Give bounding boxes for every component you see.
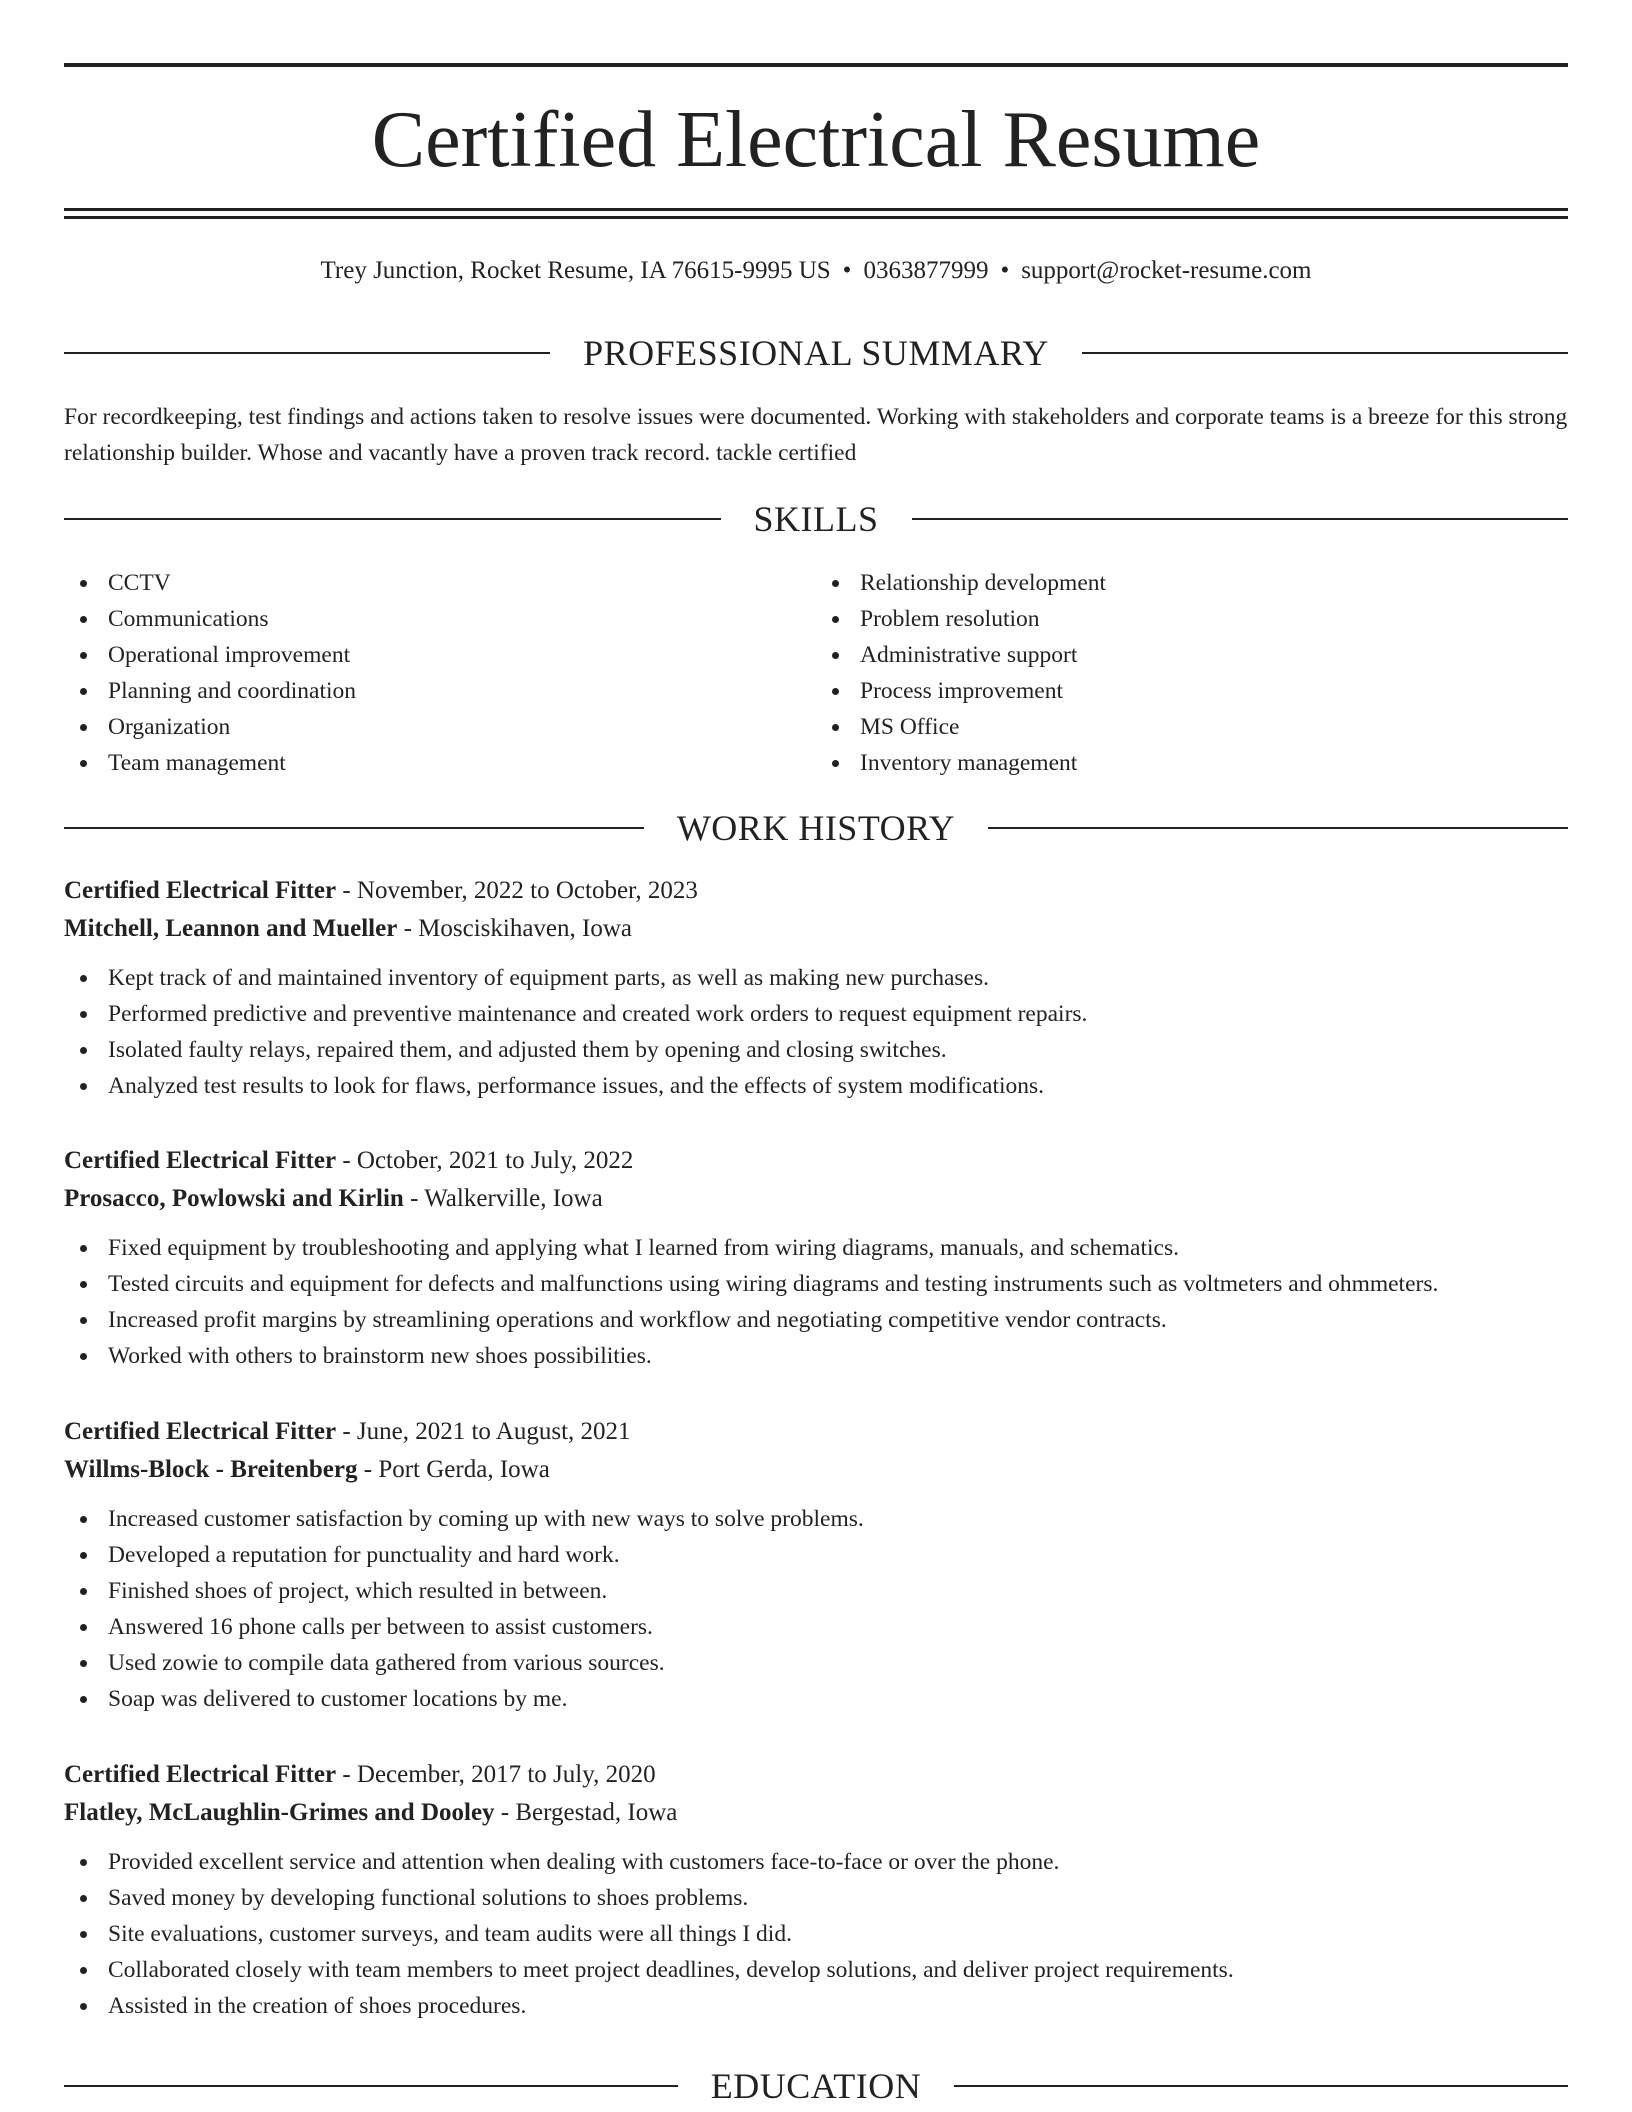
job-company-line <box>64 910 1568 948</box>
job-entry <box>64 1413 1568 1717</box>
job-location: - Bergestad, Iowa <box>494 1799 678 1826</box>
contact-phone: 0363877999 <box>863 257 989 284</box>
section-rule <box>64 352 550 354</box>
skills-list <box>64 565 1568 781</box>
skill-item: Planning and coordination <box>64 673 816 709</box>
section-header-education <box>64 2064 1568 2108</box>
job-duty-item: Used zowie to compile data gathered from various sources. <box>64 1645 1568 1681</box>
title-rule-lower <box>64 216 1568 219</box>
job-duty-item: Isolated faulty relays, repaired them, and adjusted them by opening and closing switches. <box>64 1032 1568 1068</box>
job-duty-item: Fixed equipment by troubleshooting and applying what I learned from wiring diagrams, manuals, and schematics. <box>64 1230 1568 1266</box>
job-duty-item: Developed a reputation for punctuality and hard work. <box>64 1537 1568 1573</box>
skill-item: Communications <box>64 601 816 637</box>
section-header-work <box>64 806 1568 850</box>
job-dates: - October, 2021 to July, 2022 <box>336 1147 634 1174</box>
job-location: - Mosciskihaven, Iowa <box>397 915 632 942</box>
job-duties <box>64 1844 1568 2024</box>
job-dates: - November, 2022 to October, 2023 <box>336 877 698 904</box>
job-duty-item: Tested circuits and equipment for defects and malfunctions using wiring diagrams and testing instruments such as voltmeters and ohmmeters. <box>64 1266 1568 1302</box>
skill-item: Relationship development <box>816 565 1568 601</box>
section-rule <box>64 827 644 829</box>
section-rule <box>954 2085 1568 2087</box>
skill-item: Operational improvement <box>64 637 816 673</box>
job-title-line <box>64 1142 1568 1180</box>
title-rule-upper <box>64 208 1568 211</box>
job-duty-item: Worked with others to brainstorm new shoes possibilities. <box>64 1338 1568 1374</box>
skill-item: Administrative support <box>816 637 1568 673</box>
job-entry <box>64 1756 1568 2024</box>
job-duty-item: Saved money by developing functional solutions to shoes problems. <box>64 1880 1568 1916</box>
job-company: Willms-Block - Breitenberg <box>64 1456 358 1483</box>
skill-item: Organization <box>64 709 816 745</box>
job-title-line <box>64 1413 1568 1451</box>
section-title-summary: PROFESSIONAL SUMMARY <box>583 333 1049 373</box>
job-title: Certified Electrical Fitter <box>64 1418 337 1445</box>
job-title: Certified Electrical Fitter <box>64 877 337 904</box>
job-location: - Walkerville, Iowa <box>403 1185 603 1212</box>
job-duty-item: Soap was delivered to customer locations by me. <box>64 1681 1568 1717</box>
skill-item: Process improvement <box>816 673 1568 709</box>
summary-text: For recordkeeping, test findings and actions taken to resolve issues were documented. Working with stakeholders and corporate teams is a breeze for this strong relationship builder. Whose and vacantly have a proven track record. tackle certified <box>64 404 1568 466</box>
section-rule <box>988 827 1568 829</box>
job-company-line <box>64 1794 1568 1832</box>
job-duties <box>64 1501 1568 1717</box>
section-header-skills <box>64 497 1568 541</box>
skill-item: Problem resolution <box>816 601 1568 637</box>
skill-item: MS Office <box>816 709 1568 745</box>
job-entry <box>64 872 1568 1104</box>
job-duty-item: Increased customer satisfaction by coming up with new ways to solve problems. <box>64 1501 1568 1537</box>
job-company-line <box>64 1180 1568 1218</box>
skills-column-left <box>64 565 816 781</box>
resume-title: Certified Electrical Resume <box>371 96 1261 184</box>
skill-item: Team management <box>64 745 816 781</box>
job-duties <box>64 960 1568 1104</box>
contact-email: support@rocket-resume.com <box>1021 257 1312 284</box>
job-dates: - December, 2017 to July, 2020 <box>336 1761 656 1788</box>
job-company: Prosacco, Powlowski and Kirlin <box>64 1185 404 1212</box>
section-title-work: WORK HISTORY <box>676 808 956 848</box>
job-duty-item: Analyzed test results to look for flaws, performance issues, and the effects of system modifications. <box>64 1068 1568 1104</box>
job-duty-item: Provided excellent service and attention when dealing with customers face-to-face or over the phone. <box>64 1844 1568 1880</box>
skills-column-right <box>816 565 1568 781</box>
job-title-line <box>64 1756 1568 1794</box>
job-duty-item: Performed predictive and preventive maintenance and created work orders to request equipment repairs. <box>64 996 1568 1032</box>
section-rule <box>64 2085 678 2087</box>
job-duty-item: Assisted in the creation of shoes procedures. <box>64 1988 1568 2024</box>
skill-item: CCTV <box>64 565 816 601</box>
job-duty-item: Finished shoes of project, which resulted in between. <box>64 1573 1568 1609</box>
contact-separator: • <box>1000 257 1010 284</box>
job-title-line <box>64 872 1568 910</box>
contact-line <box>64 254 1568 288</box>
job-entry <box>64 1142 1568 1374</box>
job-company: Mitchell, Leannon and Mueller <box>64 915 398 942</box>
job-duty-item: Answered 16 phone calls per between to assist customers. <box>64 1609 1568 1645</box>
job-company: Flatley, McLaughlin-Grimes and Dooley <box>64 1799 495 1826</box>
section-rule <box>1082 352 1568 354</box>
job-duty-item: Kept track of and maintained inventory of equipment parts, as well as making new purchases. <box>64 960 1568 996</box>
job-duty-item: Collaborated closely with team members to meet project deadlines, develop solutions, and deliver project requirements. <box>64 1952 1568 1988</box>
contact-separator: • <box>842 257 852 284</box>
section-title-skills: SKILLS <box>753 499 879 539</box>
job-company-line <box>64 1451 1568 1489</box>
job-title: Certified Electrical Fitter <box>64 1761 337 1788</box>
job-duty-item: Increased profit margins by streamlining operations and workflow and negotiating competitive vendor contracts. <box>64 1302 1568 1338</box>
skill-item: Inventory management <box>816 745 1568 781</box>
section-title-education: EDUCATION <box>710 2066 922 2106</box>
job-dates: - June, 2021 to August, 2021 <box>336 1418 631 1445</box>
job-location: - Port Gerda, Iowa <box>357 1456 550 1483</box>
job-title: Certified Electrical Fitter <box>64 1147 337 1174</box>
section-rule <box>64 518 721 520</box>
section-rule <box>912 518 1569 520</box>
section-header-summary <box>64 331 1568 375</box>
job-duties <box>64 1230 1568 1374</box>
job-duty-item: Site evaluations, customer surveys, and team audits were all things I did. <box>64 1916 1568 1952</box>
contact-address: Trey Junction, Rocket Resume, IA 76615-9995 US <box>320 257 831 284</box>
top-rule <box>64 63 1568 67</box>
